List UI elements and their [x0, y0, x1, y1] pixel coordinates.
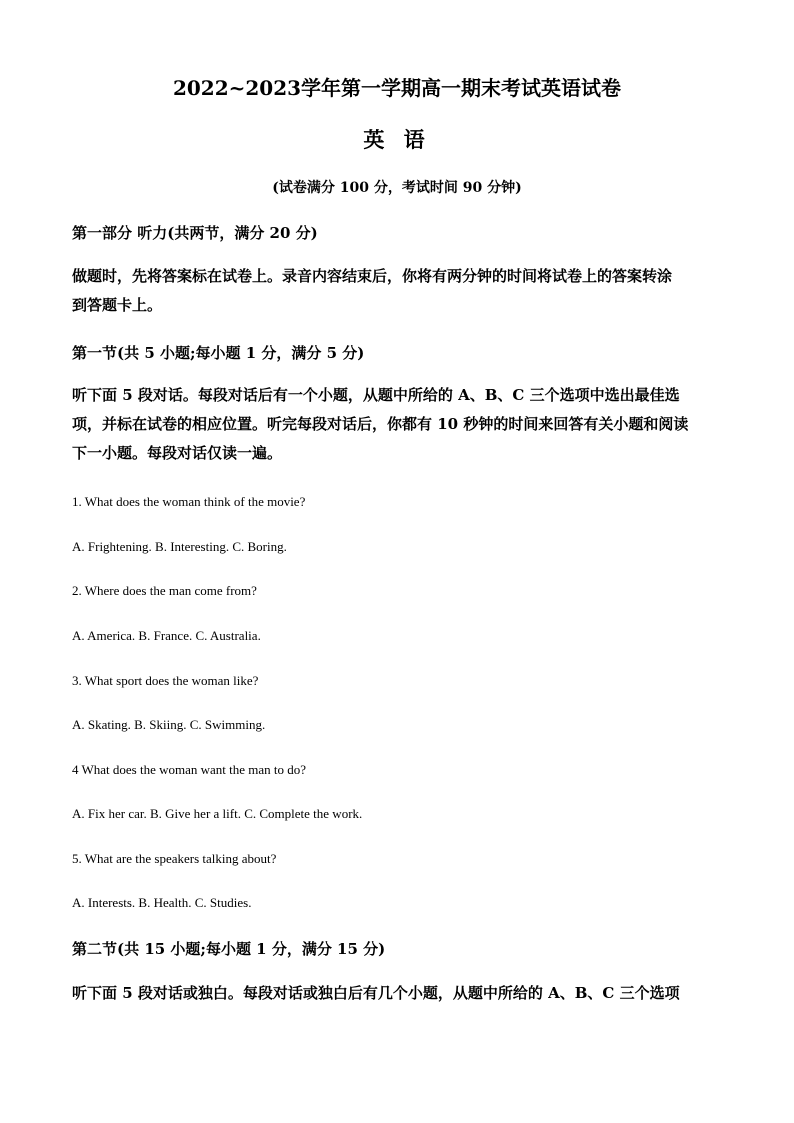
instruction-line: 听下面 5 段对话或独白。每段对话或独白后有几个小题，从题中所给的 A、B、C 三个选项	[72, 984, 680, 1002]
instruction-line: 项，并标在试卷的相应位置。听完每段对话后，你都有 10 秒钟的时间来回答有关小题和阅读	[72, 415, 689, 433]
subject-title: 英 语	[363, 127, 431, 152]
question-stem-5: 5. What are the speakers talking about?	[72, 851, 277, 866]
question-stem-4: 4 What does the woman want the man to do?	[72, 762, 307, 777]
section2-instructions	[72, 979, 724, 1008]
question-stem-1: 1. What does the woman think of the movie?	[72, 494, 306, 509]
question-options-5: A. Interests. B. Health. C. Studies.	[72, 895, 252, 910]
section1-instructions	[72, 381, 724, 468]
instruction-line: 下一小题。每段对话仅读一遍。	[72, 444, 283, 462]
part1-instructions	[72, 262, 724, 320]
instruction-line: 做题时，先将答案标在试卷上。录音内容结束后，你将有两分钟的时间将试卷上的答案转涂	[72, 267, 673, 285]
question-options-2: A. America. B. France. C. Australia.	[72, 628, 261, 643]
section2-heading: 第二节(共 15 小题;每小题 1 分，满分 15 分)	[72, 940, 386, 958]
question-options-4: A. Fix her car. B. Give her a lift. C. Complete the work.	[72, 806, 363, 821]
question-options-3: A. Skating. B. Skiing. C. Swimming.	[72, 717, 266, 732]
instruction-line: 到答题卡上。	[72, 296, 163, 314]
part1-heading: 第一部分 听力(共两节，满分 20 分)	[72, 224, 318, 242]
exam-meta: (试卷满分 100 分，考试时间 90 分钟)	[272, 180, 522, 196]
instruction-line: 听下面 5 段对话。每段对话后有一个小题，从题中所给的 A、B、C 三个选项中选出最佳选	[72, 386, 680, 404]
question-stem-3: 3. What sport does the woman like?	[72, 673, 259, 688]
question-options-1: A. Frightening. B. Interesting. C. Boring.	[72, 539, 287, 554]
section1-heading: 第一节(共 5 小题;每小题 1 分，满分 5 分)	[72, 344, 365, 362]
exam-title: 2022~2023学年第一学期高一期末考试英语试卷	[172, 76, 622, 100]
question-stem-2: 2. Where does the man come from?	[72, 583, 257, 598]
